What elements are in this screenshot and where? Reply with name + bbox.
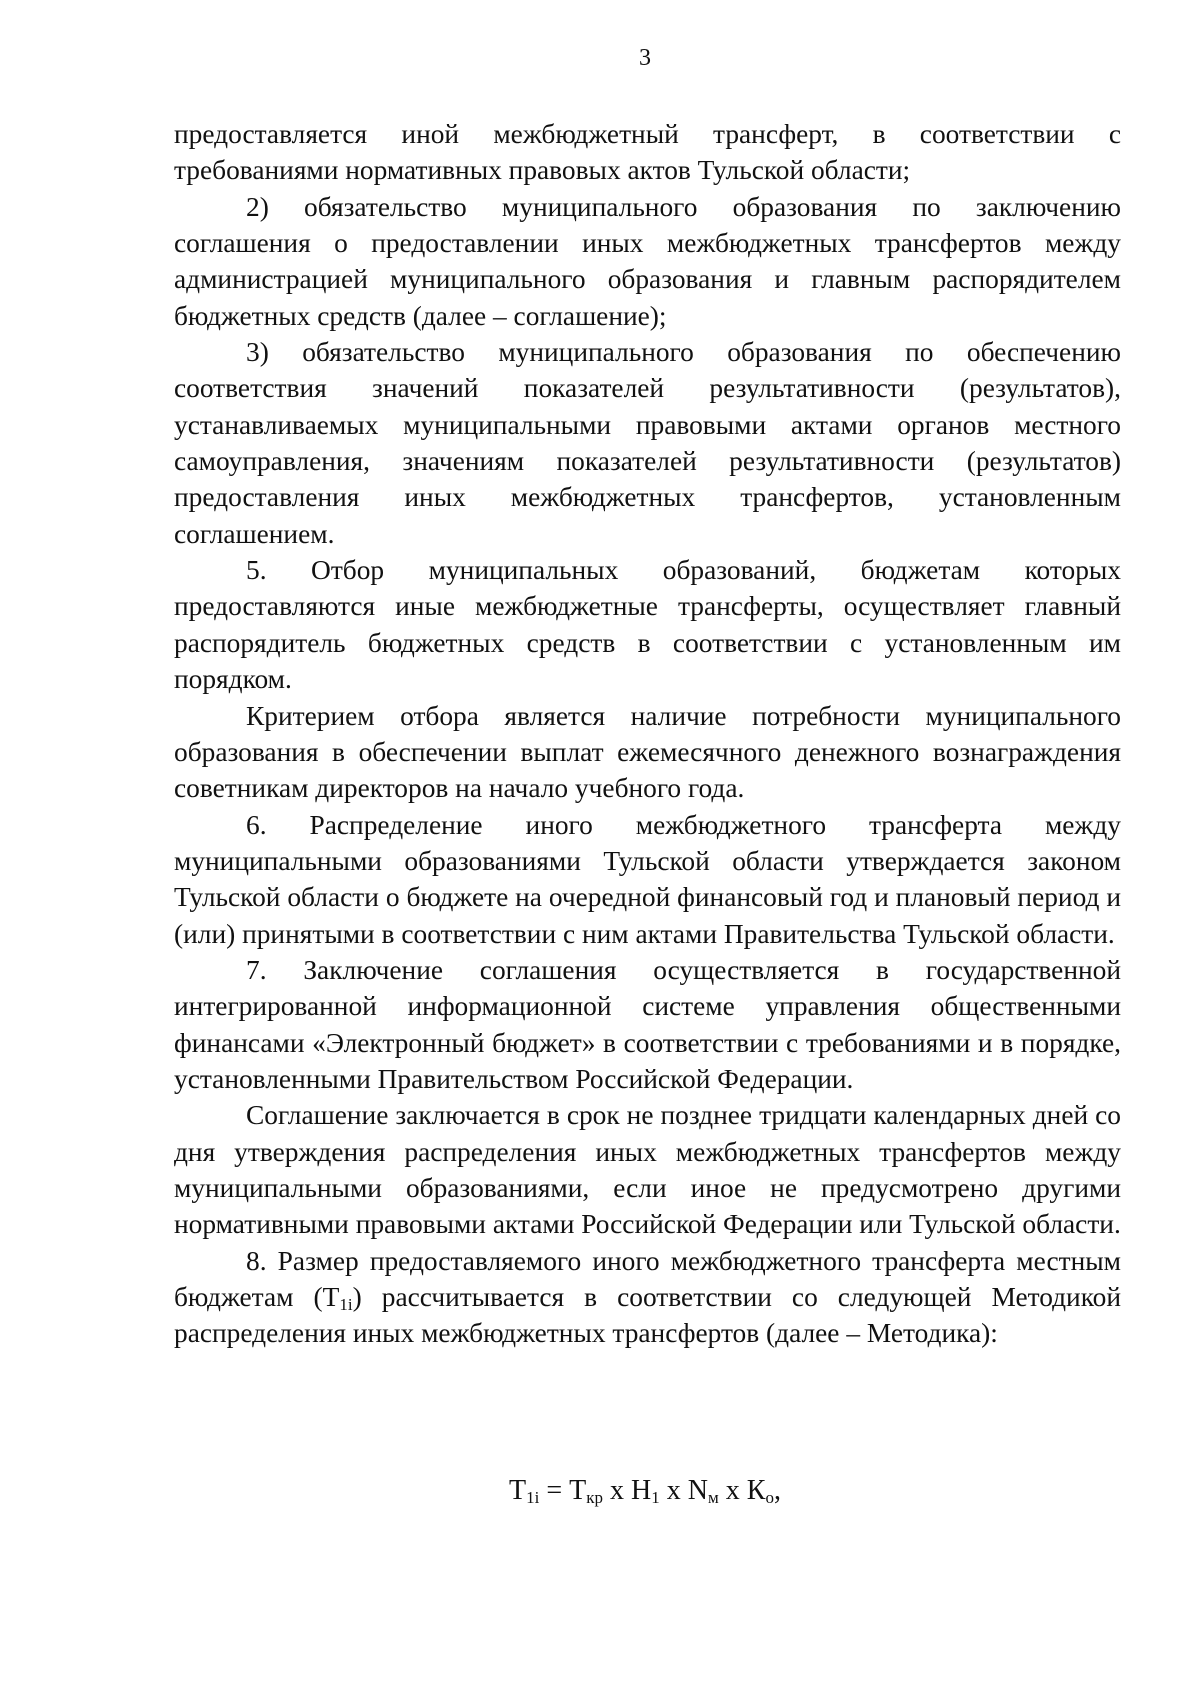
formula-term-3-subscript: м [708,1488,719,1507]
paragraph-item-2: 2) обязательство муниципального образования по заключению соглашения о предоставлении иных межбюджетных трансфертов между администрацией муниципального образования и главным распорядителем бюджетных средств (далее – соглашение); [174,191,1121,331]
paragraph-7-agreement: 7. Заключение соглашения осуществляется в государственной интегрированной информационной системе управления общественными финансами «Электронный бюджет» в соответствии с требованиями и в порядке, установленными Правительством Российской Федерации. [174,954,1121,1094]
paragraph-agreement-deadline: Соглашение заключается в срок не позднее тридцати календарных дней со дня утверждения распределения иных межбюджетных трансфертов между муниципальными образованиями, если иное не предусмотрено другими нормативными правовыми актами Российской Федерации или Тульской области. [174,1100,1121,1240]
document-body [174,116,1121,1352]
formula-equals: = [539,1475,570,1506]
paragraph-continuation: предоставляется иной межбюджетный трансферт, в соответствии с требованиями нормативных правовых актов Тульской области; [174,119,1121,186]
paragraph-8-text-end: ) рассчитывается в соответствии со следующей Методикой распределения иных межбюджетных трансфертов (далее – Методика): [174,1282,1121,1349]
formula [0,1474,1200,1508]
formula-lhs-subscript: 1i [526,1488,540,1507]
formula-tail: , [773,1475,781,1506]
paragraph-5-selection: 5. Отбор муниципальных образований, бюджетам которых предоставляются иные межбюджетные трансферты, осуществляет главный распорядитель бюджетных средств в соответствии с установленным им порядком. [174,555,1121,695]
formula-operator: x [718,1475,747,1506]
formula-lhs: Т [509,1475,527,1506]
formula-term-4-subscript: о [765,1488,774,1507]
paragraph-item-3: 3) обязательство муниципального образования по обеспечению соответствия значений показателей результативности (результатов), устанавливаемых муниципальными правовыми актами органов местного самоуправления, значениям показателей результативности (результатов) предоставления иных межбюджетных трансфертов, установленным соглашением. [174,337,1121,549]
paragraph-8-text-start: 8. Размер предоставляемого иного межбюджетного трансферта местным бюджетам (Т [174,1245,1121,1312]
formula-term-3: N [687,1475,709,1506]
formula-term-2: Н [631,1475,652,1506]
formula-term-1-subscript: кр [586,1488,604,1507]
formula-term-2-subscript: 1 [651,1488,660,1507]
paragraph-selection-criterion: Критерием отбора является наличие потребности муниципального образования в обеспечении выплат ежемесячного денежного вознаграждения советникам директоров на начало учебного года. [174,700,1121,804]
paragraph-8-amount [174,1243,1121,1352]
formula-term-4: К [746,1475,766,1506]
paragraph-8-symbol-subscript: 1i [339,1295,353,1314]
page-number: 3 [639,45,651,71]
formula-term-1: Т [569,1475,587,1506]
formula-operator: x [603,1475,632,1506]
formula-operator: x [659,1475,688,1506]
paragraph-6-distribution: 6. Распределение иного межбюджетного трансферта между муниципальными образованиями Тульской области утверждается законом Тульской области о бюджете на очередной финансовый год и плановый период и (или) принятыми в соответствии с ним актами Правительства Тульской области. [174,809,1121,949]
